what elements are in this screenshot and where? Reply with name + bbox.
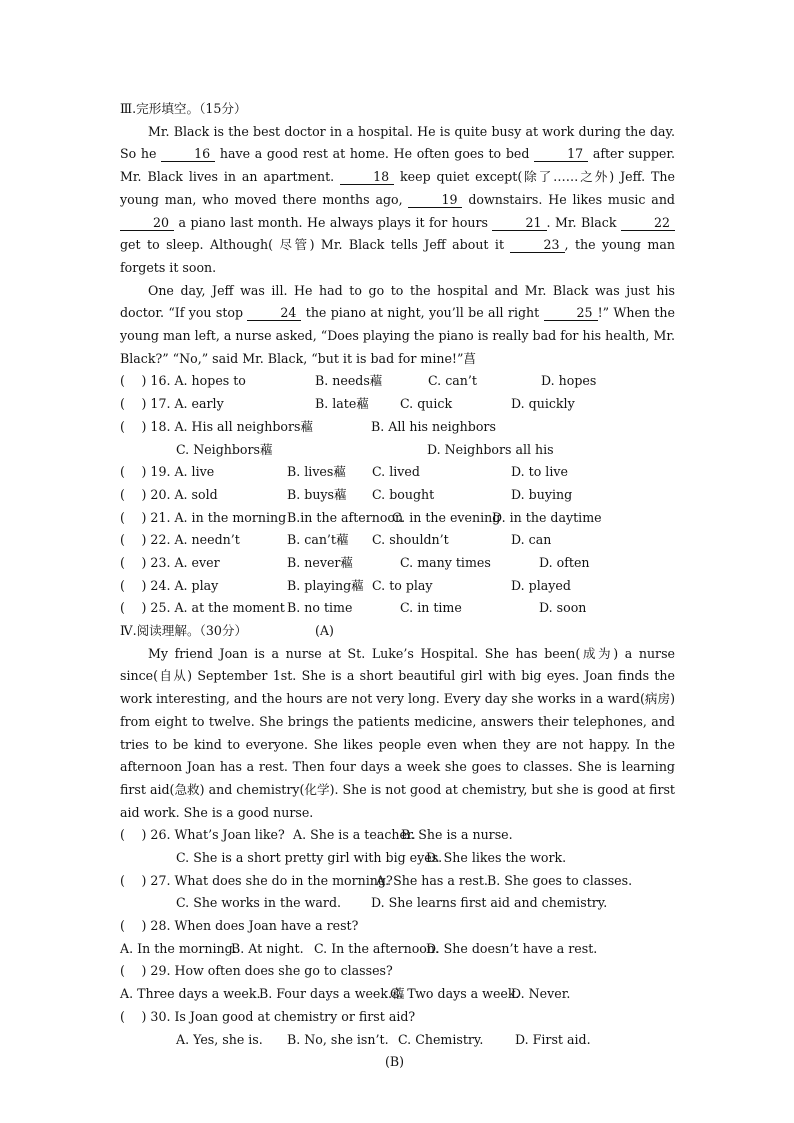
question-25: ( ) 25. A. at the moment B. no time C. in time D. soon — [120, 600, 587, 616]
blank-16: 16 — [161, 146, 215, 162]
question-21: ( ) 21. A. in the morning B.in the afternoon C. in the evening D. in the daytime — [120, 509, 602, 525]
question-29-options: A. Three days a week. B. Four days a week.藲 C. Two days a week. D. Never. — [120, 986, 571, 1002]
question-27: ( ) 27. What does she do in the morning? A. She has a rest. B. She goes to classes. — [120, 872, 633, 888]
question-27-cont: C. She works in the ward. D. She learns first aid and chemistry. — [176, 895, 608, 911]
question-28: ( ) 28. When does Joan have a rest? — [120, 918, 359, 934]
blank-23: 23 — [510, 237, 564, 253]
blank-25: 25 — [544, 305, 598, 321]
blank-22: 22 — [621, 215, 675, 231]
part-a-label: (A) — [315, 623, 334, 638]
question-26: ( ) 26. What’s Joan like? A. She is a teacher. B. She is a nurse. — [120, 827, 513, 843]
question-22: ( ) 22. A. needn’t B. can’t藲 C. shouldn’t D. can — [120, 532, 552, 548]
question-30-options: A. Yes, she is. B. No, she isn’t. C. Chemistry. D. First aid. — [176, 1031, 591, 1047]
cloze-paragraph-2: One day, Jeff was ill. He had to go to the hospital and Mr. Black was just his doctor. “If you stop 24 the piano at night, you’ll be all right 25 !” When the young man left, a nurse asked, “Does playing the piano is really bad for his health, Mr. Black?” “No,” said Mr. Black, “but it is bad for mine!”菖 — [120, 282, 675, 366]
blank-18: 18 — [340, 169, 394, 185]
part-b-row — [120, 1051, 675, 1074]
exam-page — [120, 98, 675, 1074]
question-19: ( ) 19. A. live B. lives藲 C. lived D. to live — [120, 464, 568, 480]
blank-20: 20 — [120, 215, 174, 231]
question-26-cont: C. She is a short pretty girl with big eyes. D. She likes the work. — [176, 850, 567, 865]
section4-heading — [120, 620, 675, 643]
question-17: ( ) 17. A. early B. late藲 C. quick D. quickly — [120, 396, 575, 412]
blank-24: 24 — [247, 305, 301, 321]
blank-21: 21 — [492, 215, 546, 231]
cloze-paragraph-1: Mr. Black is the best doctor in a hospital. He is quite busy at work during the day. So he 16 have a good rest at home. He often goes to bed 17 after supper. Mr. Black lives in an apartment. 18 keep quiet except(除了……之外) Jeff. The young man, who moved there months ago, 19 downstairs. He likes music and 20 a piano last month. He always plays it for hours 21 . Mr. Black 22 get to sleep. Although( 尽管) Mr. Black tells Jeff about it 23 , the young man forgets it soon. — [120, 123, 675, 275]
question-29: ( ) 29. How often does she go to classes? — [120, 963, 393, 979]
question-28-options: A. In the morning. B. At night. C. In the afternoon. D. She doesn’t have a rest. — [120, 940, 598, 956]
question-18-cont: C. Neighbors藲 D. Neighbors all his — [176, 441, 554, 457]
reading-passage-a: My friend Joan is a nurse at St. Luke’s Hospital. She has been(成为) a nurse since(自从) September 1st. She is a short beautiful girl with big eyes. Joan finds the work interesting, and the hours are not very long. Every day she works in a ward(病房) from eight to twelve. She brings the patients medicine, answers their telephones, and tries to be kind to everyone. She likes people even when they are not happy. In the afternoon Joan has a rest. Then four days a week she goes to classes. She is learning first aid(急救) and chemistry(化学). She is not good at chemistry, but she is good at first aid work. She is a good nurse. — [120, 645, 675, 820]
question-30: ( ) 30. Is Joan good at chemistry or first aid? — [120, 1008, 416, 1024]
part-b-label: (B) — [385, 1054, 405, 1070]
question-16: ( ) 16. A. hopes to B. needs藲 C. can’t D. hopes — [120, 373, 597, 389]
question-24: ( ) 24. A. play B. playing藲 C. to play D. played — [120, 577, 571, 593]
blank-17: 17 — [534, 146, 588, 162]
blank-19: 19 — [408, 192, 462, 208]
section4-title: Ⅳ.阅读理解。（30分） — [120, 623, 248, 638]
question-20: ( ) 20. A. sold B. buys藲 C. bought D. buying — [120, 486, 573, 502]
section3-title: Ⅲ.完形填空。（15分） — [120, 101, 247, 116]
question-23: ( ) 23. A. ever B. never藲 C. many times D. often — [120, 554, 590, 570]
question-18: ( ) 18. A. His all neighbors藲 B. All his neighbors — [120, 418, 496, 434]
